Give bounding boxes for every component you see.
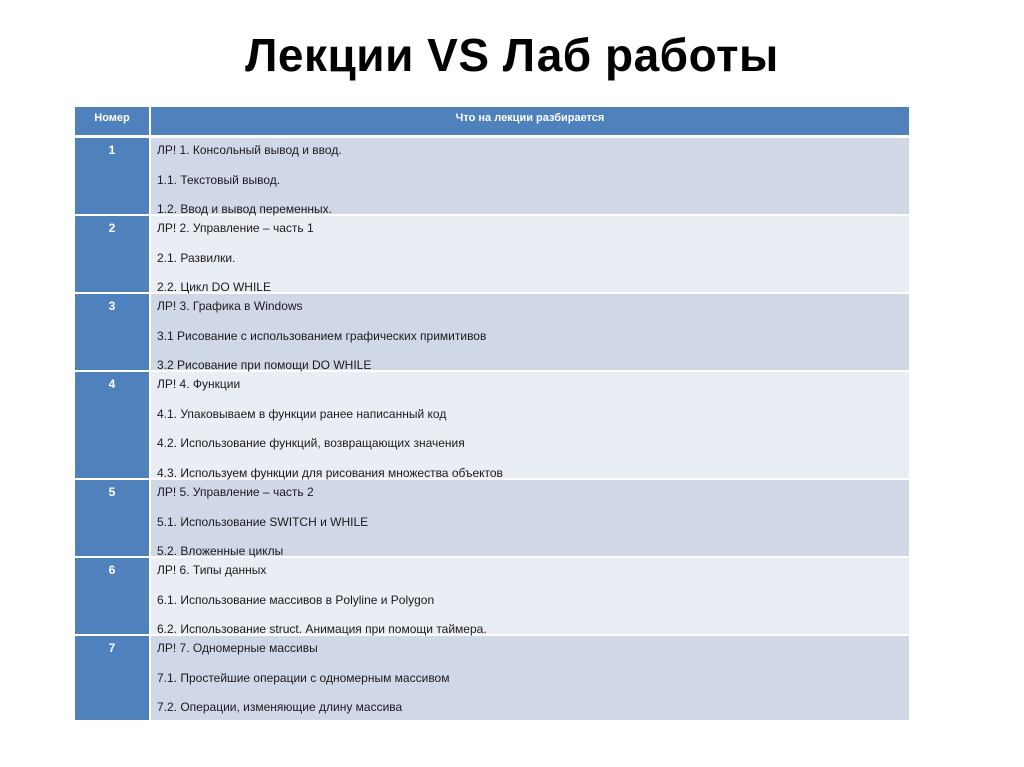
table-row <box>75 294 909 372</box>
row-number: 2 <box>75 216 151 292</box>
row-line: 4.2. Использование функций, возвращающих значения <box>157 436 465 450</box>
row-line: 7.1. Простейшие операции с одномерным массивом <box>157 670 450 685</box>
row-content <box>151 138 909 214</box>
row-line: 4.1. Упаковываем в функции ранее написанный код <box>157 406 447 421</box>
row-line: 4.3. Используем функции для рисования множества объектов <box>157 465 503 480</box>
table-header-row <box>75 107 909 138</box>
row-line: 6.1. Использование массивов в Polyline и Polygon <box>157 592 435 607</box>
table-row <box>75 216 909 294</box>
row-line: ЛР! 3. Графика в Windows <box>157 299 303 313</box>
row-line: 6.2. Использование struct. Анимация при помощи таймера. <box>157 622 487 636</box>
row-line: 5.1. Использование SWITCH и WHILE <box>157 514 369 529</box>
row-line: ЛР! 7. Одномерные массивы <box>157 641 318 655</box>
row-line: 5.2. Вложенные циклы <box>157 544 284 558</box>
row-number: 6 <box>75 558 151 634</box>
row-content <box>151 636 909 720</box>
row-line: 2.2. Цикл DO WHILE <box>157 280 271 294</box>
row-line: 1.1. Текстовый вывод. <box>157 172 281 187</box>
table-row <box>75 636 909 722</box>
row-line: 3.2 Рисование при помощи DO WHILE <box>157 358 372 372</box>
row-line: 3.1 Рисование с использованием графических примитивов <box>157 328 487 343</box>
row-number: 5 <box>75 480 151 556</box>
row-number: 1 <box>75 138 151 214</box>
row-line: ЛР! 2. Управление – часть 1 <box>157 221 314 235</box>
table-row <box>75 480 909 558</box>
row-content <box>151 372 909 478</box>
table-row <box>75 138 909 216</box>
row-line: 1.2. Ввод и вывод переменных. <box>157 202 333 216</box>
row-number: 4 <box>75 372 151 478</box>
row-number: 3 <box>75 294 151 370</box>
row-content <box>151 480 909 556</box>
row-line: ЛР! 1. Консольный вывод и ввод. <box>157 143 342 157</box>
row-content <box>151 558 909 634</box>
row-line: 7.2. Операции, изменяющие длину массива <box>157 700 403 714</box>
table-row <box>75 372 909 480</box>
row-line: ЛР! 5. Управление – часть 2 <box>157 485 314 499</box>
row-content <box>151 294 909 370</box>
row-line: ЛР! 6. Типы данных <box>157 563 267 577</box>
table-row <box>75 558 909 636</box>
slide-title: Лекции VS Лаб работы <box>245 29 779 81</box>
header-topic: Что на лекции разбирается <box>151 107 909 135</box>
row-number: 7 <box>75 636 151 720</box>
row-line: ЛР! 4. Функции <box>157 377 241 391</box>
header-number: Номер <box>75 107 151 135</box>
row-content <box>151 216 909 292</box>
lectures-table <box>75 106 909 722</box>
row-line: 2.1. Развилки. <box>157 250 236 265</box>
